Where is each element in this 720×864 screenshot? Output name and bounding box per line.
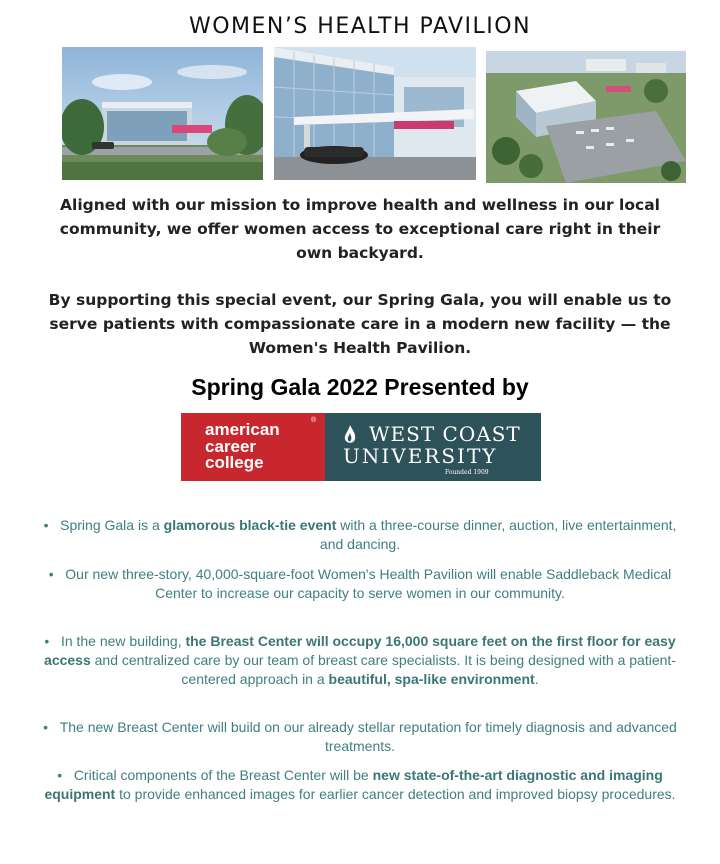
bullet-text: Our new three-story, 40,000-square-foot Women's Health Pavilion will enable Saddleback Medical Center to increase our capacity to serve women in our community. — [65, 566, 672, 601]
wcu-line1: WEST COAST — [369, 422, 521, 446]
american-career-college-logo — [181, 413, 325, 481]
bullet-equipment — [40, 766, 680, 804]
registered-mark: ® — [311, 417, 317, 424]
bullet-bold: new state-of-the-art diagnostic and imaging equipment — [44, 767, 663, 802]
mission-statement: Aligned with our mission to improve health and wellness in our local community, we offer women access to exceptional care right in their own backyard. — [59, 196, 661, 262]
bullet-text: and centralized care by our team of breast care specialists. It is being designed with a patient-centered approach in a — [90, 652, 676, 687]
pavilion-photo-entrance — [274, 47, 476, 180]
bullet-gala-event — [40, 516, 680, 554]
west-coast-university-logo — [325, 413, 541, 481]
bullet-pavilion — [40, 565, 680, 603]
bullet-dot: • — [57, 767, 63, 783]
bullet-text: . — [534, 671, 539, 687]
bullet-dot: • — [43, 517, 49, 533]
bullet-text: Spring Gala is a — [60, 517, 164, 533]
pavilion-photo-aerial — [486, 51, 686, 183]
acc-line1: american — [205, 420, 280, 439]
bullet-text: to provide enhanced images for earlier cancer detection and improved biopsy procedures. — [115, 786, 676, 802]
bullet-dot: • — [48, 566, 54, 582]
gala-heading: Spring Gala 2022 Presented by — [191, 374, 529, 400]
bullet-reputation — [40, 718, 680, 756]
wcu-line2: UNIVERSITY — [343, 444, 498, 468]
bullet-text: The new Breast Center will build on our already stellar reputation for timely diagnosis and advanced treatments. — [59, 719, 677, 754]
acc-line2: career — [205, 436, 257, 456]
pavilion-photo-front — [62, 47, 263, 180]
bullet-bold: beautiful, spa-like environment — [328, 671, 535, 687]
acc-line3: college — [205, 453, 264, 472]
bullet-text: In the new building, — [60, 633, 186, 649]
page-title: WOMEN’S HEALTH PAVILION — [188, 14, 532, 39]
support-statement: By supporting this special event, our Spring Gala, you will enable us to serve patients with compassionate care in a modern new facility — the Women's Health Pavilion. — [48, 291, 672, 357]
bullet-dot: • — [43, 719, 49, 735]
bullet-breast-center — [40, 632, 680, 689]
bullet-bold: the Breast Center will occupy 16,000 square feet on the first floor for easy access — [44, 633, 676, 668]
bullet-text: Critical components of the Breast Center will be — [73, 767, 373, 783]
bullet-text: with a three-course dinner, auction, live entertainment, and dancing. — [319, 517, 677, 552]
wcu-founded: Founded 1909 — [445, 469, 489, 476]
bullet-dot: • — [44, 633, 50, 649]
bullet-bold: glamorous black-tie event — [163, 517, 337, 533]
